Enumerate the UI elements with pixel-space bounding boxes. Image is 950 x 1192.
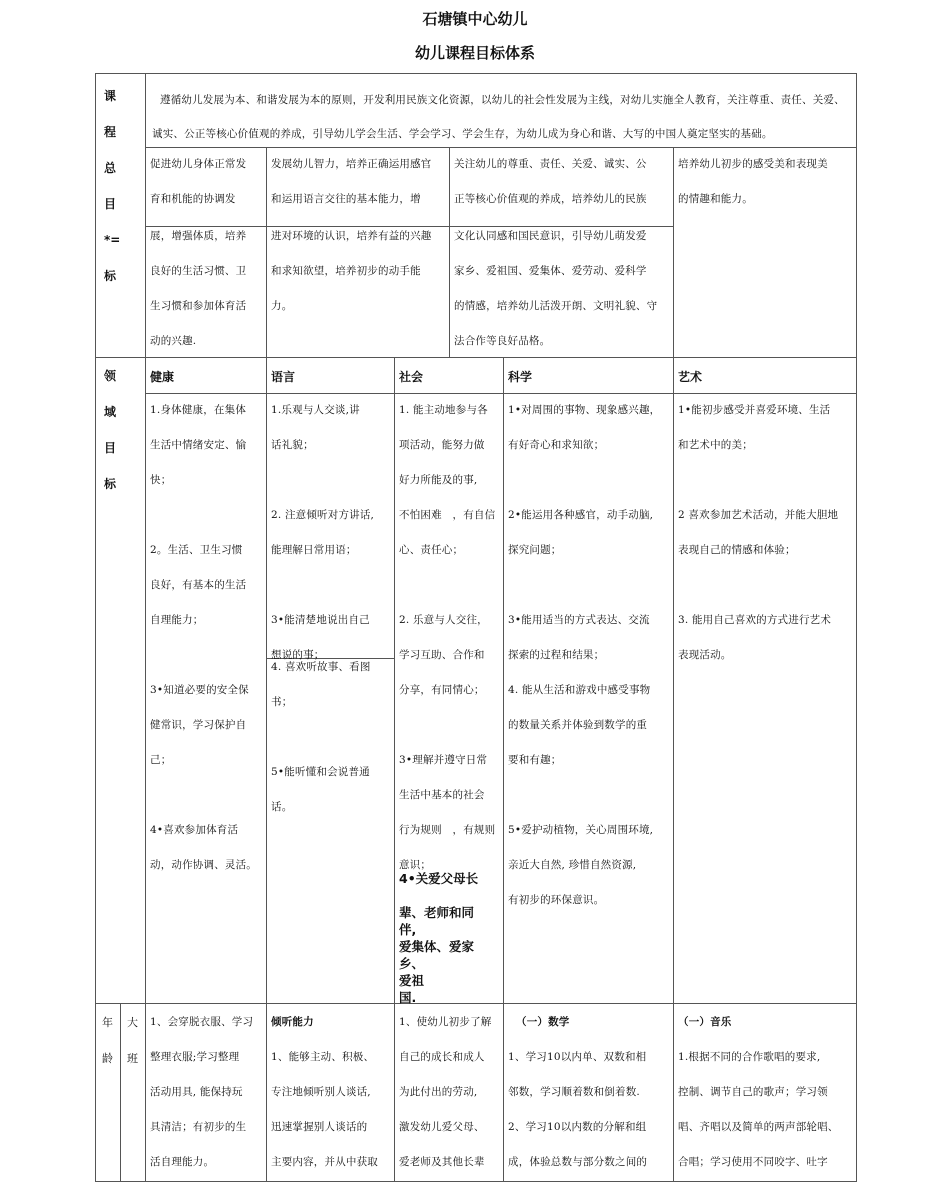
domain-header-language: 语言 (271, 370, 296, 384)
overall-col1-bottom: 展，增强体质，培养 良好的生活习惯、卫 生习惯和参加体育活 动的兴趣. (150, 230, 247, 347)
domain-science-goals: 1•对周围的事物、现象感兴趣， 有好奇心和求知欲； 2•能运用各种感官，动手动脑, 探究问题； 3•能用适当的方式表达、交流 探索的过程和结果； 4. 能从生活和游戏中感受事物 的数量关系并体验到数学的重 要和有趣； 5•爱护动植物，关心周围环境, 亲近大自然, 珍惜自然资源, 有初步的环保意识。 (508, 404, 661, 906)
table-border-bottom (95, 1181, 857, 1182)
overall-goal-label: 课 程 总 目 *= 标 (104, 89, 121, 283)
age-label: 年 龄 (102, 1016, 113, 1065)
overall-intro-text: 遵循幼儿发展为本、和谐发展为本的原则，开发利用民族文化资源，以幼儿的社会性发展为主线，对幼儿实施全人教育，关注尊重、责任、关爱、诚实、公正等核心价值观的养成，引导幼儿学会生活、学会学习、学会生存，为幼儿成为身心和谐、大写的中国人奠定坚实的基础。 (152, 94, 845, 140)
rule-label-column (145, 73, 146, 1182)
domain-health-goals: 1.身体健康，在集体 生活中情绪安定、愉 快； 2。生活、卫生习惯 良好，有基本的生活 自理能力； 3•知道必要的安全保 健常识，学习保护自 己； 4•喜欢参加体育活 动，动作协调、灵活。 (150, 404, 257, 871)
table-border-left (95, 73, 96, 1182)
class-label: 大 班 (127, 1016, 138, 1065)
document-subtitle: 幼儿课程目标体系 (414, 44, 535, 62)
age-language-goals: 1、能够主动、积极、 专注地倾听别人谈话, 迅速掌握别人谈话的 主要内容，并从中获取 (271, 1051, 378, 1168)
age-language-heading: 倾听能力 (271, 1016, 314, 1028)
age-social-goals: 1、使幼儿初步了解 自己的成长和成人 为此付出的劳动, 激发幼儿爱父母、 爱老师及其他长辈 (399, 1016, 492, 1168)
domain-language-goals-bottom: 4. 喜欢听故事、看图 书； 5•能听懂和会说普通 话。 (271, 661, 371, 813)
rule-domain-col4 (503, 357, 504, 1182)
age-science-goals: 1、学习10以内单、双数和相 邻数，学习顺着数和倒着数. 2、学习10以内数的分解和组 成，体验总数与部分数之间的 (508, 1051, 648, 1168)
overall-col3-bottom: 文化认同感和国民意识，引导幼儿萌发爱 家乡、爱祖国、爱集体、爱劳动、爱科学 的情感，培养幼儿活泼开朗、文明礼貌、守 法合作等良好品格。 (454, 230, 658, 347)
age-art-goals: 1.根据不同的合作歌唱的要求, 控制、调节自己的歌声；学习领 唱、齐唱以及简单的两声部轮唱、 合唱；学习使用不同咬字、吐字 (678, 1051, 839, 1168)
rule-overall-col3 (449, 147, 450, 358)
overall-col2-bottom: 进对环境的认识，培养有益的兴趣 和求知欲望，培养初步的动手能 力。 (271, 230, 432, 312)
table-border-right (856, 73, 857, 1182)
overall-col3-top: 关注幼儿的尊重、责任、关爱、诚实、公 正等核心价值观的养成，培养幼儿的民族 (454, 158, 647, 205)
table-border-top (95, 73, 857, 74)
domain-social-goal-4: 4•关爱父母长 辈、老师和同 伴, 爱集体、爱家 乡、 爱祖 国. (399, 871, 479, 1005)
overall-col2-top: 发展幼儿智力，培养正确运用感官 和运用语言交往的基本能力，增 (271, 158, 432, 205)
domain-header-art: 艺术 (678, 370, 703, 384)
domain-art-goals: 1•能初步感受并喜爱环境、生活 和艺术中的美； 2 喜欢参加艺术活动，并能大胆地 表现自己的情感和体验； 3. 能用自己喜欢的方式进行艺术 表现活动。 (678, 404, 839, 661)
age-art-heading: （一）音乐 (678, 1016, 732, 1028)
domain-language-goals-top: 1.乐观与人交谈,讲 话礼貌； 2. 注意倾听对方讲话, 能理解日常用语； 3•能清楚地说出自己 想说的事； (271, 404, 375, 661)
domain-header-health: 健康 (150, 370, 175, 384)
domain-goal-label: 领 域 目 标 (104, 369, 117, 491)
document-title: 石塘镇中心幼儿 (422, 10, 528, 28)
rule-domain-col2 (266, 357, 267, 1182)
overall-col1-top: 促进幼儿身体正常发 育和机能的协调发 (150, 158, 247, 205)
overall-col4-text: 培养幼儿初步的感受美和表现美 的情趣和能力。 (678, 158, 828, 205)
rule-overall-col2 (266, 147, 267, 358)
rule-age-split (120, 1003, 121, 1182)
rule-domain-col5 (673, 357, 674, 1182)
domain-header-science: 科学 (508, 370, 533, 384)
age-science-heading: （一）数学 (516, 1016, 570, 1028)
domain-social-goals: 1. 能主动地参与各 项活动，能努力做 好力所能及的事, 不怕困难 ，有自信 心、责任心； 2. 乐意与人交往， 学习互助、合作和 分享，有同情心； 3•理解并遵守日常 生活中基本的社会 行为规则 ，有规则 意识； (399, 404, 496, 871)
domain-header-social: 社会 (399, 370, 424, 384)
age-health-goals: 1、会穿脱衣服、学习 整理衣服;学习整理 活动用具, 能保持玩 具清洁；有初步的生 活自理能力。 (150, 1016, 254, 1168)
rule-domain-col3 (394, 357, 395, 1182)
rule-overall-col4 (673, 147, 674, 358)
